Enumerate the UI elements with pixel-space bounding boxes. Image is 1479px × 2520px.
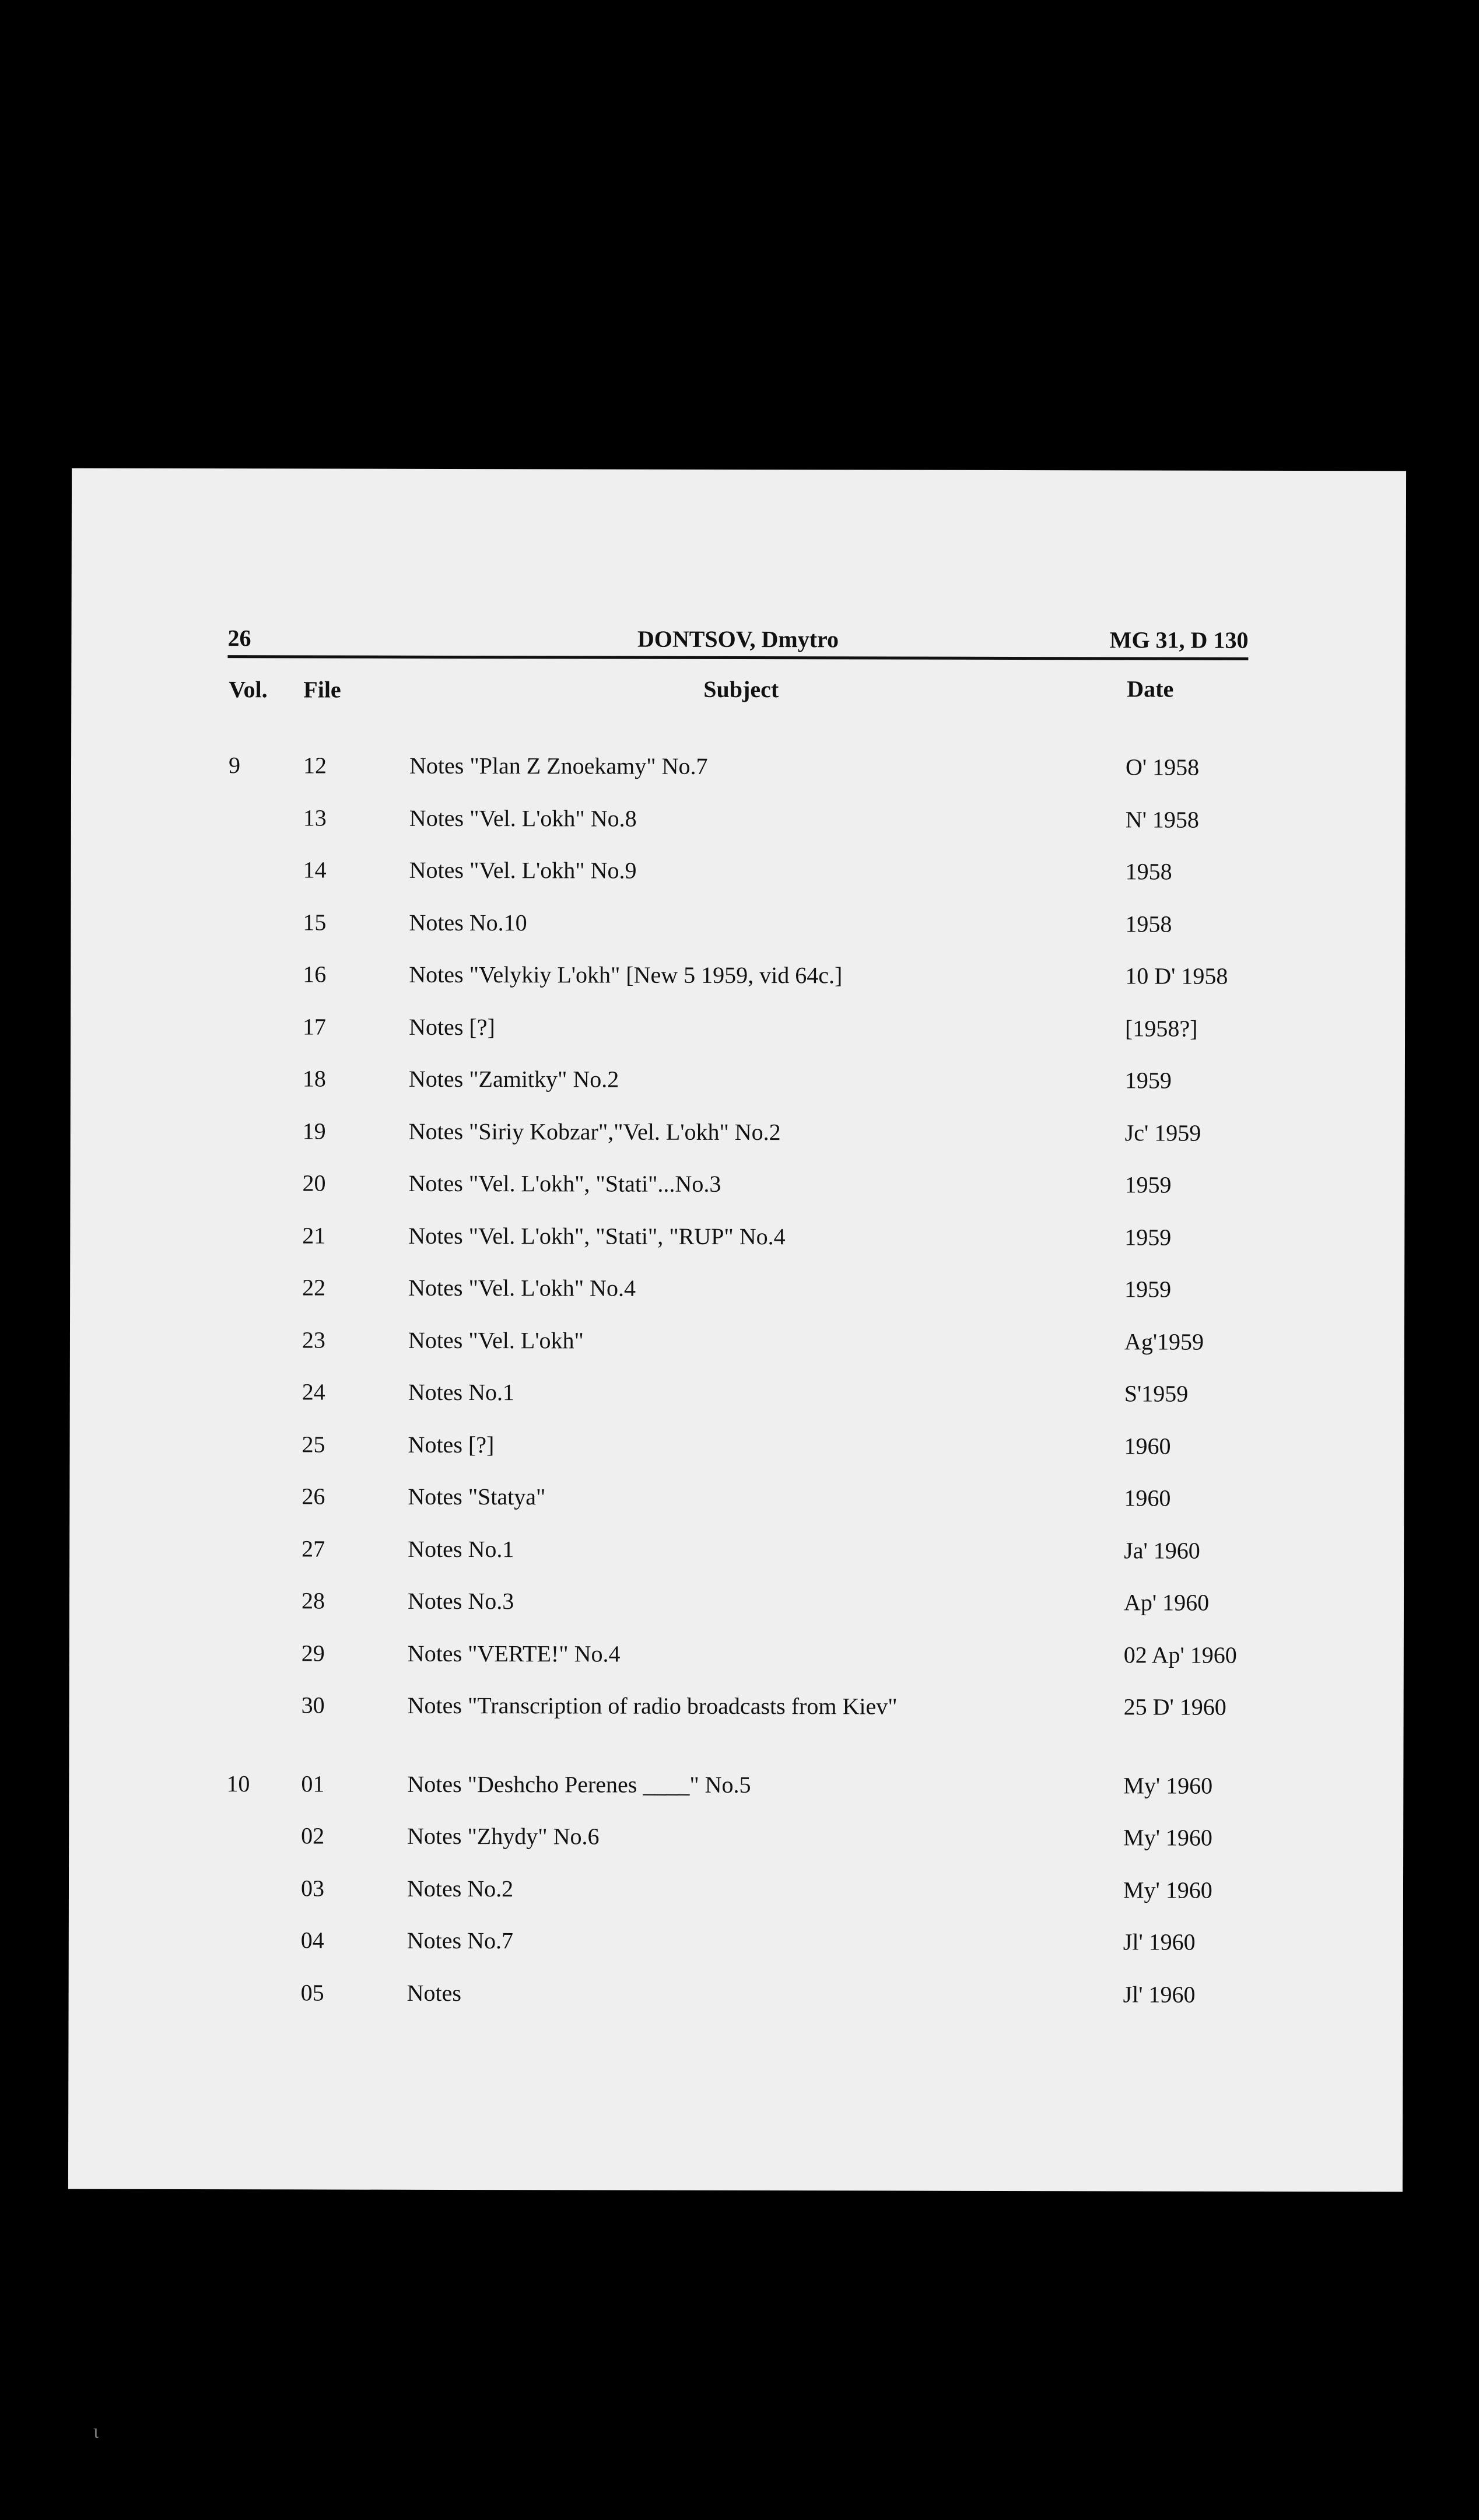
table-row bbox=[69, 1769, 1403, 1807]
table-row bbox=[71, 1065, 1405, 1102]
row-subject: Notes "Plan Z Znoekamy" No.7 bbox=[409, 752, 708, 779]
row-subject: Notes "Zamitky" No.2 bbox=[408, 1065, 619, 1093]
row-subject: Notes bbox=[406, 1979, 461, 2006]
row-file: 02 bbox=[301, 1822, 325, 1849]
row-subject: Notes "Vel. L'okh" No.9 bbox=[409, 856, 637, 884]
row-subject: Notes "Vel. L'okh" No.8 bbox=[409, 804, 637, 832]
collection-title: DONTSOV, Dmytro bbox=[637, 625, 839, 653]
row-date: Ag'1959 bbox=[1124, 1328, 1204, 1355]
row-subject: Notes [?] bbox=[409, 1013, 495, 1040]
table-row bbox=[69, 1534, 1404, 1572]
row-subject: Notes No.10 bbox=[409, 909, 527, 936]
column-header-file: File bbox=[303, 676, 341, 703]
table-row bbox=[70, 1430, 1404, 1468]
row-date: 1959 bbox=[1124, 1223, 1172, 1251]
row-subject: Notes "Vel. L'okh", "Stati"...No.3 bbox=[408, 1170, 721, 1197]
row-file: 30 bbox=[301, 1692, 325, 1718]
table-row bbox=[69, 1691, 1404, 1729]
row-file: 04 bbox=[300, 1927, 324, 1954]
table-row bbox=[69, 1822, 1403, 1860]
row-date: 02 Ap' 1960 bbox=[1123, 1641, 1237, 1668]
row-file: 23 bbox=[302, 1326, 326, 1353]
row-date: Jc' 1959 bbox=[1124, 1119, 1201, 1146]
row-date: 1959 bbox=[1124, 1067, 1172, 1094]
table-row bbox=[71, 803, 1406, 841]
row-subject: Notes [?] bbox=[408, 1431, 495, 1458]
table-row bbox=[69, 1926, 1403, 1964]
row-date: 1959 bbox=[1124, 1171, 1172, 1198]
row-file: 20 bbox=[302, 1170, 326, 1196]
row-subject: Notes "Vel. L'okh" No.4 bbox=[408, 1274, 636, 1301]
row-file: 25 bbox=[302, 1430, 325, 1458]
row-subject: Notes No.1 bbox=[408, 1378, 515, 1406]
column-header-date: Date bbox=[1127, 676, 1174, 702]
table-row bbox=[71, 908, 1405, 946]
table-row bbox=[70, 1273, 1404, 1311]
row-date: My' 1960 bbox=[1123, 1824, 1213, 1851]
row-vol: 9 bbox=[228, 752, 241, 779]
document-page bbox=[68, 468, 1406, 2192]
row-subject: Notes "Zhydy" No.6 bbox=[407, 1822, 600, 1850]
row-file: 19 bbox=[302, 1117, 326, 1144]
row-subject: Notes "Statya" bbox=[408, 1483, 546, 1510]
row-subject: Notes "Siriy Kobzar","Vel. L'okh" No.2 bbox=[408, 1118, 781, 1145]
table-row bbox=[69, 1587, 1404, 1625]
row-file: 26 bbox=[302, 1483, 325, 1510]
row-subject: Notes "Vel. L'okh" bbox=[408, 1326, 584, 1353]
row-file: 12 bbox=[303, 752, 327, 779]
table-row bbox=[71, 960, 1405, 998]
page-number: 26 bbox=[227, 625, 251, 652]
row-date: 10 D' 1958 bbox=[1125, 963, 1228, 989]
scan-mark: ɩ bbox=[93, 2421, 99, 2442]
row-date: My' 1960 bbox=[1123, 1876, 1212, 1903]
row-file: 05 bbox=[300, 1979, 324, 2006]
row-file: 15 bbox=[303, 908, 327, 936]
page-header bbox=[227, 619, 1248, 660]
row-file: 18 bbox=[302, 1065, 326, 1092]
row-subject: Notes "Transcription of radio broadcasts from Kiev" bbox=[407, 1692, 898, 1720]
row-date: 1960 bbox=[1124, 1432, 1171, 1460]
table-row bbox=[69, 1639, 1404, 1676]
row-subject: Notes No.1 bbox=[408, 1535, 514, 1562]
row-date: Jl' 1960 bbox=[1123, 1929, 1196, 1955]
row-vol: 10 bbox=[226, 1770, 250, 1797]
table-row bbox=[69, 1978, 1403, 2016]
row-date: N' 1958 bbox=[1125, 806, 1199, 833]
row-file: 03 bbox=[300, 1874, 325, 1902]
table-row bbox=[70, 1169, 1404, 1207]
row-file: 28 bbox=[301, 1587, 325, 1614]
row-date: 1958 bbox=[1125, 910, 1172, 937]
row-subject: Notes No.2 bbox=[406, 1875, 514, 1902]
row-date: Ja' 1960 bbox=[1124, 1536, 1200, 1564]
column-header-vol: Vol. bbox=[229, 676, 268, 703]
table-row bbox=[69, 1482, 1404, 1520]
table-row bbox=[70, 1221, 1404, 1259]
row-file: 27 bbox=[302, 1535, 325, 1562]
row-file: 16 bbox=[303, 961, 327, 988]
row-file: 24 bbox=[302, 1378, 325, 1405]
row-file: 14 bbox=[303, 856, 327, 883]
row-subject: Notes "Vel. L'okh", "Stati", "RUP" No.4 bbox=[408, 1222, 786, 1250]
table-row bbox=[69, 1874, 1403, 1912]
table-row bbox=[71, 856, 1406, 894]
row-date: Ap' 1960 bbox=[1123, 1589, 1210, 1616]
row-file: 29 bbox=[301, 1639, 325, 1667]
table-row bbox=[71, 751, 1406, 789]
row-subject: Notes "Velykiy L'okh" [New 5 1959, vid 64c.] bbox=[409, 961, 843, 989]
row-date: 1959 bbox=[1124, 1276, 1172, 1303]
column-header-subject: Subject bbox=[703, 676, 779, 703]
row-subject: Notes No.7 bbox=[406, 1927, 514, 1954]
collection-reference: MG 31, D 130 bbox=[1109, 626, 1249, 653]
row-file: 22 bbox=[302, 1274, 326, 1301]
row-date: O' 1958 bbox=[1125, 754, 1200, 780]
table-row bbox=[71, 1012, 1405, 1050]
row-file: 01 bbox=[301, 1770, 325, 1797]
row-date: [1958?] bbox=[1125, 1014, 1198, 1042]
table-row bbox=[71, 1116, 1405, 1154]
row-subject: Notes "VERTE!" No.4 bbox=[407, 1640, 621, 1667]
table-row bbox=[70, 1378, 1404, 1416]
row-date: 1960 bbox=[1124, 1485, 1171, 1511]
row-date: S'1959 bbox=[1124, 1380, 1189, 1407]
row-file: 17 bbox=[303, 1013, 327, 1040]
row-date: 1958 bbox=[1125, 858, 1172, 885]
row-date: Jl' 1960 bbox=[1123, 1980, 1196, 2008]
row-subject: Notes No.3 bbox=[407, 1587, 514, 1615]
row-date: 25 D' 1960 bbox=[1123, 1693, 1226, 1720]
table-row bbox=[70, 1325, 1404, 1363]
row-file: 13 bbox=[303, 804, 327, 831]
row-subject: Notes "Deshcho Perenes ____" No.5 bbox=[407, 1770, 751, 1798]
row-date: My' 1960 bbox=[1123, 1772, 1213, 1799]
row-file: 21 bbox=[302, 1222, 326, 1249]
